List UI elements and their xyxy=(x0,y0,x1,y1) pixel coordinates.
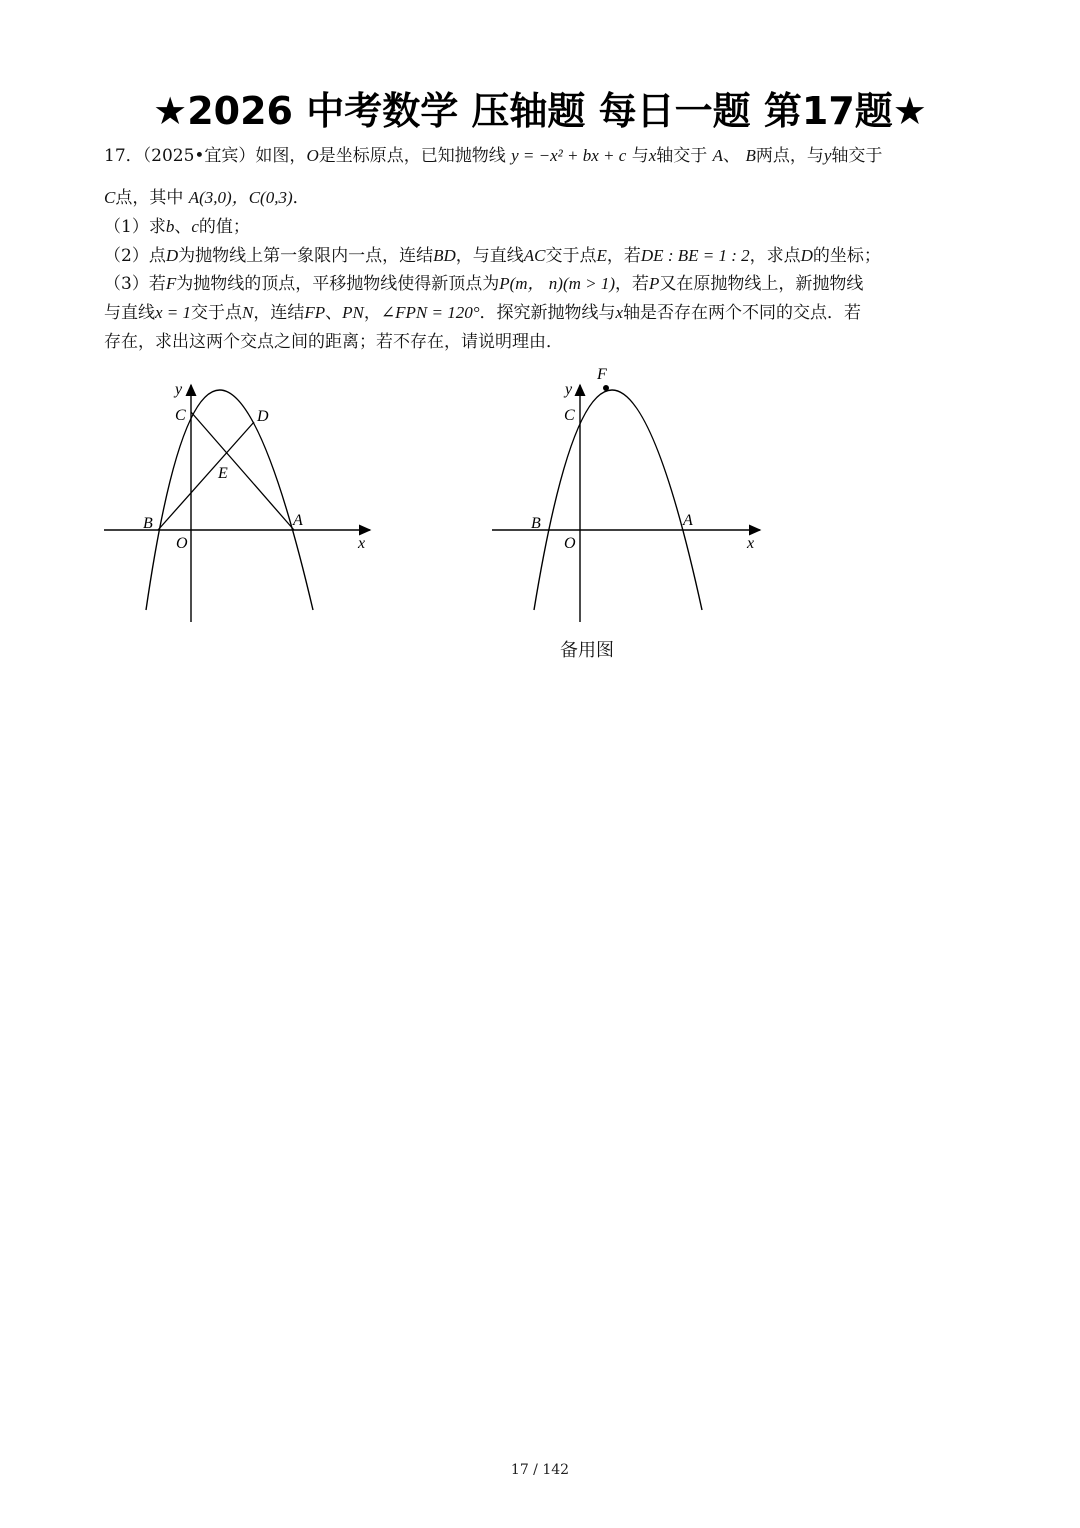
fig2-label-a: A xyxy=(683,512,693,529)
question-3-line-2: 与直线x = 1交于点N，连结FP、PN，∠FPN = 120°．探究新抛物线与x轴是否存在两个不同的交点．若 xyxy=(104,303,862,323)
question-3-line-1: （3）若F为抛物线的顶点，平移抛物线使得新顶点为P(m， n)(m > 1)，若P又在原抛物线上，新抛物线 xyxy=(104,274,864,294)
fig1-label-c: C xyxy=(175,407,186,424)
question-1: （1）求b、c的值； xyxy=(104,217,250,237)
fig1-label-y: y xyxy=(175,381,183,398)
question-2: （2）点D为抛物线上第一象限内一点，连结BD，与直线AC交于点E，若DE : BE = 1 : 2，求点D的坐标； xyxy=(104,246,881,266)
fig2-label-x: x xyxy=(747,535,755,552)
fig1-label-b: B xyxy=(143,515,153,532)
figure-2-svg xyxy=(0,0,1080,680)
page-number: 17 / 142 xyxy=(510,1462,570,1478)
fig2-label-y: y xyxy=(565,381,573,398)
fig2-label-f: F xyxy=(597,366,607,383)
fig2-vertex-point xyxy=(603,385,609,391)
problem-line-1: 17．（2025•宜宾）如图，O是坐标原点，已知抛物线 y = −x² + bx + c 与x轴交于 A、 B两点，与y轴交于 xyxy=(104,146,883,166)
fig1-label-d: D xyxy=(257,408,269,425)
fig2-parabola xyxy=(534,390,702,610)
fig2-label-o: O xyxy=(564,535,576,552)
page-title: ★2026 中考数学 压轴题 每日一题 第17题★ xyxy=(153,89,927,133)
figure-2-caption: 备用图 xyxy=(560,640,614,661)
fig1-label-a: A xyxy=(293,512,303,529)
fig2-label-c: C xyxy=(564,407,575,424)
fig1-label-e: E xyxy=(218,465,228,482)
fig1-label-x: x xyxy=(358,535,366,552)
question-3-line-3: 存在，求出这两个交点之间的距离；若不存在，请说明理由． xyxy=(104,332,563,352)
problem-line-2: C点，其中 A(3,0)，C(0,3)． xyxy=(104,188,310,208)
fig2-label-b: B xyxy=(531,515,541,532)
fig1-label-o: O xyxy=(176,535,188,552)
